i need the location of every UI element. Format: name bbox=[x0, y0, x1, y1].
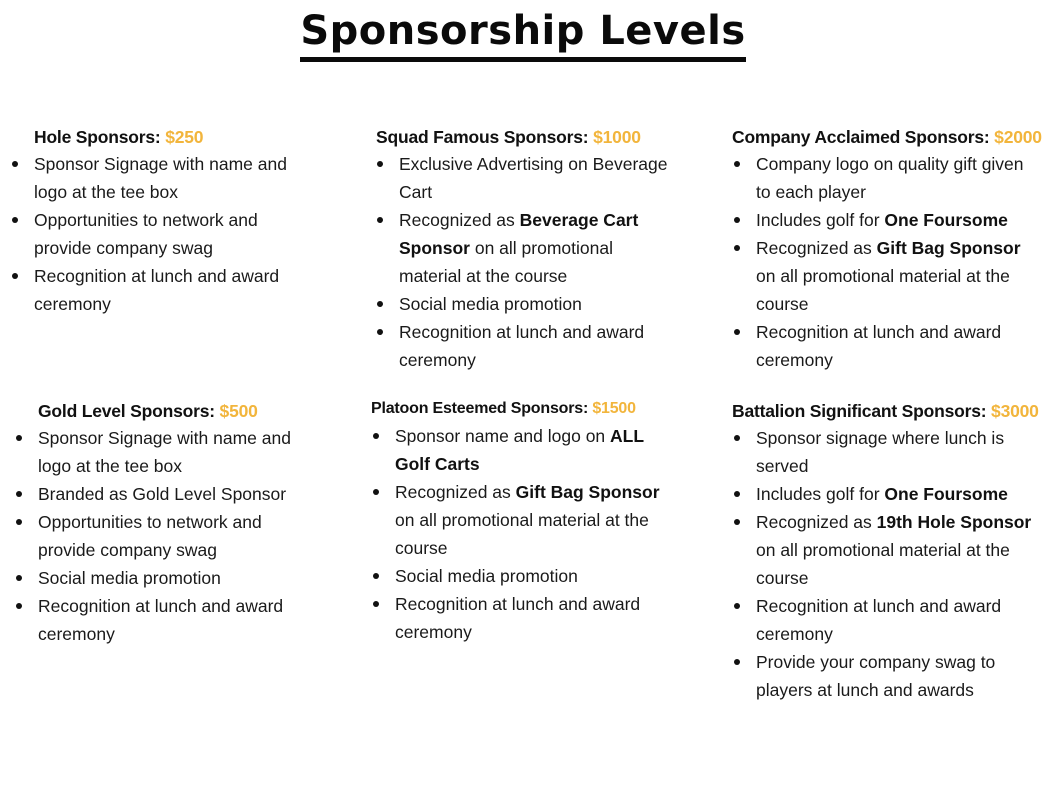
benefit-list bbox=[732, 150, 1032, 374]
benefit-text: Sponsor Signage with name and logo at the tee box bbox=[34, 154, 287, 202]
sponsor-card-platoon-esteemed bbox=[371, 396, 671, 646]
benefit-list bbox=[371, 422, 671, 646]
benefit-text: Recognition at lunch and award ceremony bbox=[34, 266, 280, 314]
benefit-text: Recognition at lunch and award ceremony bbox=[395, 594, 641, 642]
benefit-highlight: 19th Hole Sponsor bbox=[876, 512, 1032, 532]
benefit-text: Recognition at lunch and award ceremony bbox=[756, 322, 1002, 370]
sponsor-heading bbox=[371, 396, 671, 422]
benefit-text: Sponsor name and logo on bbox=[395, 426, 611, 446]
benefit-text: Opportunities to network and provide company swag bbox=[34, 210, 258, 258]
sponsor-price: $2000 bbox=[994, 127, 1042, 147]
benefit-highlight: ALL Golf Carts bbox=[395, 426, 644, 474]
sponsor-card-hole bbox=[10, 124, 310, 318]
benefit-highlight: Gift Bag Sponsor bbox=[876, 238, 1021, 258]
benefit-text: Recognition at lunch and award ceremony bbox=[756, 596, 1002, 644]
benefit-item bbox=[14, 480, 314, 508]
benefit-text: on all promotional material at the course bbox=[756, 266, 1010, 314]
benefit-item bbox=[371, 590, 671, 646]
benefit-text: Sponsor Signage with name and logo at the tee box bbox=[38, 428, 291, 476]
benefit-text: on all promotional material at the course bbox=[395, 510, 649, 558]
benefit-text: on all promotional material at the course bbox=[756, 540, 1010, 588]
benefit-list bbox=[375, 150, 675, 374]
sponsor-card-battalion-significant bbox=[732, 398, 1039, 704]
benefit-text: Exclusive Advertising on Beverage Cart bbox=[399, 154, 668, 202]
benefit-text: Includes golf for bbox=[756, 484, 885, 504]
benefit-text: Recognition at lunch and award ceremony bbox=[38, 596, 284, 644]
benefit-item bbox=[732, 318, 1032, 374]
sponsor-heading bbox=[14, 398, 314, 424]
sponsor-price: $1000 bbox=[593, 127, 641, 147]
sponsor-heading bbox=[732, 398, 1039, 424]
benefit-list bbox=[14, 424, 314, 648]
sponsor-price: $250 bbox=[165, 127, 204, 147]
page-title-text: Sponsorship Levels bbox=[300, 6, 745, 62]
benefit-item bbox=[10, 206, 310, 262]
benefit-text: Opportunities to network and provide company swag bbox=[38, 512, 262, 560]
benefit-text: Provide your company swag to players at lunch and awards bbox=[756, 652, 996, 700]
benefit-item bbox=[10, 262, 310, 318]
benefit-item bbox=[732, 234, 1032, 318]
page-title bbox=[0, 6, 1046, 62]
benefit-text: Social media promotion bbox=[399, 294, 582, 314]
benefit-item bbox=[375, 318, 675, 374]
benefit-text: on all promotional material at the course bbox=[399, 238, 613, 286]
benefit-item bbox=[371, 478, 671, 562]
sponsor-card-gold-level bbox=[14, 398, 314, 648]
benefit-item bbox=[732, 508, 1032, 592]
benefit-text: Company logo on quality gift given to each player bbox=[756, 154, 1024, 202]
benefit-item bbox=[371, 562, 671, 590]
benefit-text: Social media promotion bbox=[395, 566, 578, 586]
sponsor-name: Hole Sponsors: bbox=[34, 127, 161, 147]
sponsor-price: $3000 bbox=[991, 401, 1039, 421]
sponsor-name: Gold Level Sponsors: bbox=[38, 401, 215, 421]
sponsor-price: $1500 bbox=[592, 400, 636, 417]
benefit-text: Includes golf for bbox=[756, 210, 885, 230]
sponsor-heading bbox=[376, 124, 675, 150]
sponsor-heading bbox=[10, 124, 310, 150]
benefit-item bbox=[371, 422, 671, 478]
sponsor-name: Company Acclaimed Sponsors: bbox=[732, 127, 990, 147]
benefit-item bbox=[14, 592, 314, 648]
benefit-list bbox=[10, 150, 310, 318]
benefit-item bbox=[732, 206, 1032, 234]
sponsor-card-squad-famous bbox=[375, 124, 675, 374]
benefit-highlight: One Foursome bbox=[884, 484, 1008, 504]
benefit-text: Branded as Gold Level Sponsor bbox=[38, 484, 287, 504]
benefit-highlight: Beverage Cart Sponsor bbox=[399, 210, 639, 258]
sponsor-heading bbox=[732, 124, 1042, 150]
benefit-text: Recognition at lunch and award ceremony bbox=[399, 322, 645, 370]
benefit-item bbox=[732, 480, 1032, 508]
sponsor-price: $500 bbox=[219, 401, 258, 421]
sponsor-name: Squad Famous Sponsors: bbox=[376, 127, 589, 147]
benefit-highlight: One Foursome bbox=[884, 210, 1008, 230]
benefit-item bbox=[375, 290, 675, 318]
benefit-item bbox=[14, 424, 314, 480]
benefit-item bbox=[732, 592, 1032, 648]
benefit-text: Social media promotion bbox=[38, 568, 221, 588]
sponsor-name: Platoon Esteemed Sponsors: bbox=[371, 400, 589, 417]
benefit-text: Recognized as bbox=[399, 210, 520, 230]
sponsor-card-company-acclaimed bbox=[732, 124, 1042, 374]
benefit-item bbox=[732, 648, 1032, 704]
benefit-text: Sponsor signage where lunch is served bbox=[756, 428, 1005, 476]
benefit-item bbox=[10, 150, 310, 206]
sponsor-name: Battalion Significant Sponsors: bbox=[732, 401, 987, 421]
benefit-item bbox=[375, 206, 675, 290]
benefit-list bbox=[732, 424, 1032, 704]
benefit-item bbox=[732, 150, 1032, 206]
benefit-item bbox=[14, 564, 314, 592]
benefit-item bbox=[14, 508, 314, 564]
benefit-item bbox=[732, 424, 1032, 480]
benefit-item bbox=[375, 150, 675, 206]
benefit-text: Recognized as bbox=[756, 238, 877, 258]
benefit-highlight: Gift Bag Sponsor bbox=[515, 482, 660, 502]
benefit-text: Recognized as bbox=[756, 512, 877, 532]
benefit-text: Recognized as bbox=[395, 482, 516, 502]
